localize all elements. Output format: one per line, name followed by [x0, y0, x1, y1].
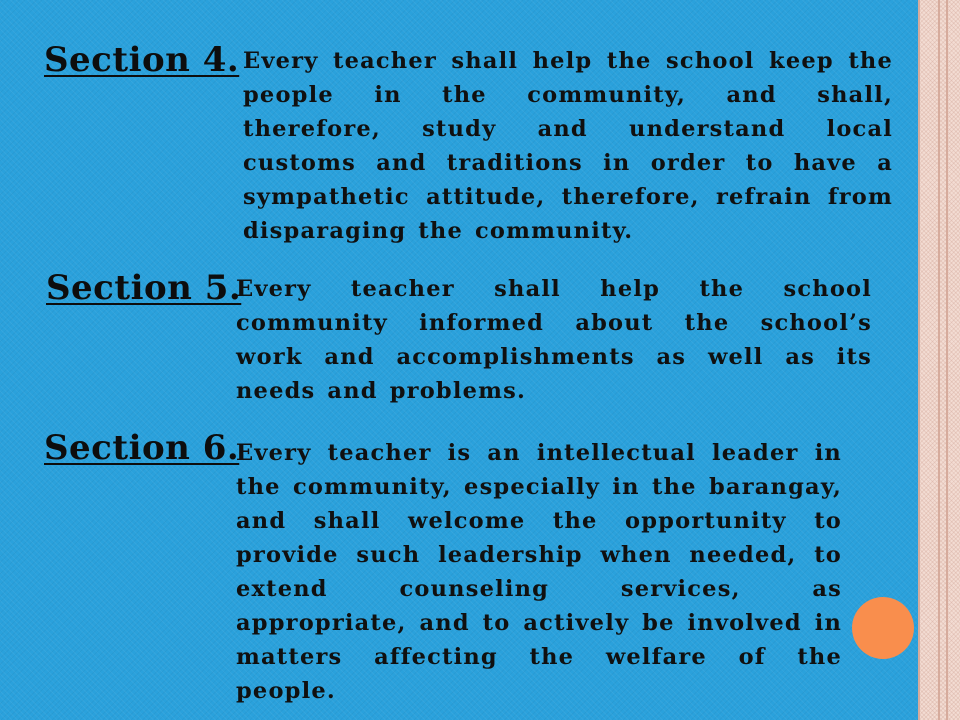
slide-edge-decoration — [918, 0, 960, 720]
section-4-heading: Section 4. — [44, 40, 240, 80]
section-5-heading: Section 5. — [46, 268, 242, 308]
edge-line-left — [938, 0, 940, 720]
section-6-text: Every teacher is an intellectual leader in the community, especially in the barangay, and shall welcome the opportunity to provide such leadership when needed, to extend counseling services, as appropriate, and to actively be involved in matters affecting the welfare of the people. — [236, 440, 842, 704]
section-5-text: Every teacher shall help the school community informed about the school’s work and accomplishments as well as its needs and problems. — [236, 276, 872, 404]
section-6-heading: Section 6. — [44, 428, 240, 468]
decorative-circle — [852, 597, 914, 659]
edge-line-right — [946, 0, 948, 720]
section-4-text: Every teacher shall help the school keep the people in the community, and shall, therefore, study and understand local customs and traditions in order to have a sympathetic attitude, therefore, refrain from disparaging the community. — [243, 48, 893, 244]
